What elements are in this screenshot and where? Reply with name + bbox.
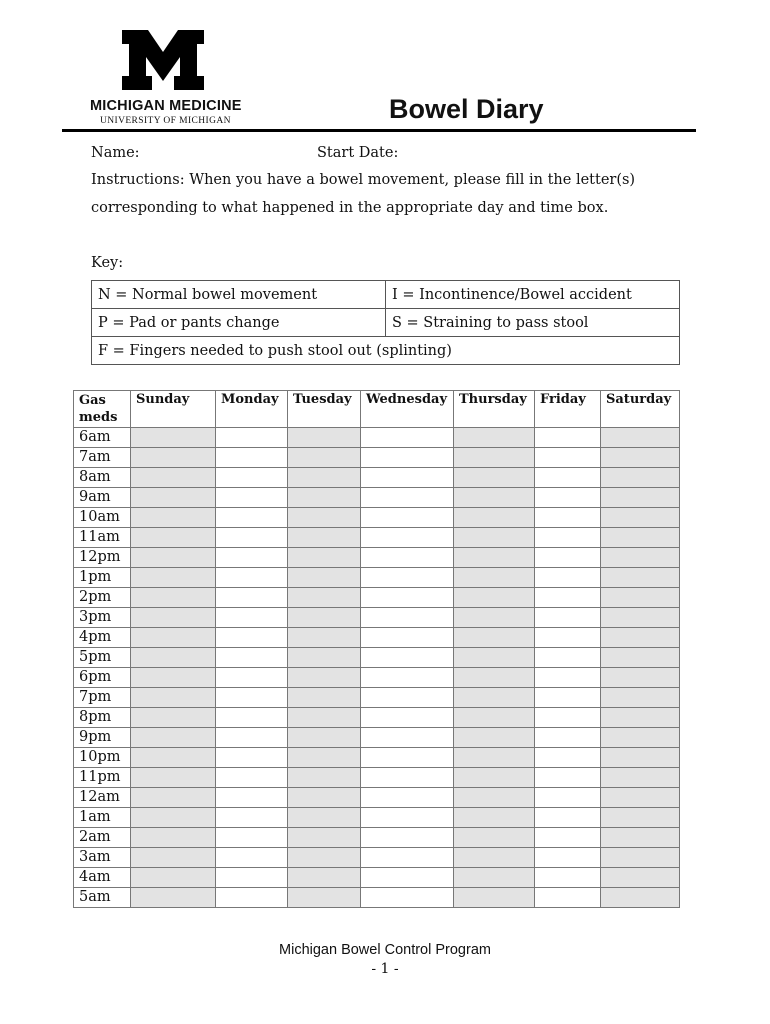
entry-cell[interactable] <box>535 428 601 448</box>
entry-cell[interactable] <box>288 788 361 808</box>
entry-cell[interactable] <box>216 828 288 848</box>
diary-row <box>74 708 680 728</box>
entry-cell[interactable] <box>601 688 680 708</box>
entry-cell[interactable] <box>361 528 454 548</box>
instructions-line-2: corresponding to what happened in the appropriate day and time box. <box>91 200 609 216</box>
entry-cell[interactable] <box>361 888 454 908</box>
entry-cell[interactable] <box>454 468 535 488</box>
key-cell: F = Fingers needed to push stool out (splinting) <box>92 337 680 365</box>
entry-cell[interactable] <box>288 648 361 668</box>
entry-cell[interactable] <box>601 808 680 828</box>
time-label: 5pm <box>74 648 131 668</box>
entry-cell[interactable] <box>216 768 288 788</box>
entry-cell[interactable] <box>535 668 601 688</box>
entry-cell[interactable] <box>601 728 680 748</box>
entry-cell[interactable] <box>361 468 454 488</box>
entry-cell[interactable] <box>361 848 454 868</box>
entry-cell[interactable] <box>131 708 216 728</box>
diary-row <box>74 828 680 848</box>
diary-row <box>74 888 680 908</box>
entry-cell[interactable] <box>131 688 216 708</box>
entry-cell[interactable] <box>601 648 680 668</box>
diary-row <box>74 488 680 508</box>
day-header-friday: Friday <box>535 391 601 428</box>
diary-row <box>74 728 680 748</box>
entry-cell[interactable] <box>216 708 288 728</box>
entry-cell[interactable] <box>131 648 216 668</box>
name-label: Name: <box>91 145 140 161</box>
entry-cell[interactable] <box>288 808 361 828</box>
entry-cell[interactable] <box>601 828 680 848</box>
block-m-icon <box>122 30 204 90</box>
entry-cell[interactable] <box>454 588 535 608</box>
entry-cell[interactable] <box>131 728 216 748</box>
page-title: Bowel Diary <box>389 94 544 124</box>
entry-cell[interactable] <box>288 728 361 748</box>
entry-cell[interactable] <box>216 568 288 588</box>
diary-row <box>74 748 680 768</box>
time-label: 12am <box>74 788 131 808</box>
entry-cell[interactable] <box>288 428 361 448</box>
entry-cell[interactable] <box>454 888 535 908</box>
entry-cell[interactable] <box>216 728 288 748</box>
entry-cell[interactable] <box>131 508 216 528</box>
time-label: 5am <box>74 888 131 908</box>
entry-cell[interactable] <box>361 788 454 808</box>
entry-cell[interactable] <box>361 748 454 768</box>
entry-cell[interactable] <box>535 628 601 648</box>
day-header-sunday: Sunday <box>131 391 216 428</box>
entry-cell[interactable] <box>131 628 216 648</box>
entry-cell[interactable] <box>535 828 601 848</box>
entry-cell[interactable] <box>216 788 288 808</box>
diary-row <box>74 628 680 648</box>
entry-cell[interactable] <box>535 728 601 748</box>
entry-cell[interactable] <box>361 648 454 668</box>
entry-cell[interactable] <box>216 888 288 908</box>
diary-table <box>73 390 680 908</box>
entry-cell[interactable] <box>216 428 288 448</box>
entry-cell[interactable] <box>361 588 454 608</box>
logo <box>88 30 242 126</box>
time-label: 11pm <box>74 768 131 788</box>
time-label: 2am <box>74 828 131 848</box>
entry-cell[interactable] <box>216 848 288 868</box>
entry-cell[interactable] <box>454 748 535 768</box>
entry-cell[interactable] <box>601 488 680 508</box>
entry-cell[interactable] <box>601 888 680 908</box>
diary-row <box>74 648 680 668</box>
time-label: 4pm <box>74 628 131 648</box>
key-cell: P = Pad or pants change <box>92 309 386 337</box>
page-number: - 1 - <box>371 961 399 977</box>
diary-row <box>74 868 680 888</box>
entry-cell[interactable] <box>361 768 454 788</box>
entry-cell[interactable] <box>535 768 601 788</box>
entry-cell[interactable] <box>216 468 288 488</box>
entry-cell[interactable] <box>601 588 680 608</box>
entry-cell[interactable] <box>535 888 601 908</box>
entry-cell[interactable] <box>131 788 216 808</box>
diary-row <box>74 448 680 468</box>
entry-cell[interactable] <box>535 508 601 528</box>
diary-body <box>74 428 680 908</box>
entry-cell[interactable] <box>288 768 361 788</box>
entry-cell[interactable] <box>454 808 535 828</box>
time-label: 8pm <box>74 708 131 728</box>
entry-cell[interactable] <box>361 548 454 568</box>
entry-cell[interactable] <box>454 768 535 788</box>
entry-cell[interactable] <box>361 808 454 828</box>
entry-cell[interactable] <box>131 888 216 908</box>
day-header-thursday: Thursday <box>454 391 535 428</box>
entry-cell[interactable] <box>601 748 680 768</box>
entry-cell[interactable] <box>216 748 288 768</box>
day-header-wednesday: Wednesday <box>361 391 454 428</box>
entry-cell[interactable] <box>601 848 680 868</box>
key-label: Key: <box>91 255 124 271</box>
entry-cell[interactable] <box>216 508 288 528</box>
entry-cell[interactable] <box>288 488 361 508</box>
entry-cell[interactable] <box>601 768 680 788</box>
entry-cell[interactable] <box>601 868 680 888</box>
entry-cell[interactable] <box>535 748 601 768</box>
entry-cell[interactable] <box>601 548 680 568</box>
entry-cell[interactable] <box>216 488 288 508</box>
entry-cell[interactable] <box>288 748 361 768</box>
key-row <box>92 281 680 309</box>
instructions-line-1: Instructions: When you have a bowel movement, please fill in the letter(s) <box>91 172 636 188</box>
entry-cell[interactable] <box>454 688 535 708</box>
entry-cell[interactable] <box>361 828 454 848</box>
entry-cell[interactable] <box>601 448 680 468</box>
entry-cell[interactable] <box>454 528 535 548</box>
entry-cell[interactable] <box>454 728 535 748</box>
entry-cell[interactable] <box>454 548 535 568</box>
entry-cell[interactable] <box>288 508 361 528</box>
entry-cell[interactable] <box>131 768 216 788</box>
day-header-saturday: Saturday <box>601 391 680 428</box>
entry-cell[interactable] <box>535 608 601 628</box>
entry-cell[interactable] <box>361 428 454 448</box>
entry-cell[interactable] <box>454 668 535 688</box>
entry-cell[interactable] <box>131 568 216 588</box>
entry-cell[interactable] <box>535 808 601 828</box>
entry-cell[interactable] <box>131 488 216 508</box>
entry-cell[interactable] <box>535 448 601 468</box>
entry-cell[interactable] <box>131 828 216 848</box>
entry-cell[interactable] <box>535 868 601 888</box>
key-cell: N = Normal bowel movement <box>92 281 386 309</box>
entry-cell[interactable] <box>361 448 454 468</box>
start-date-label: Start Date: <box>317 145 399 161</box>
entry-cell[interactable] <box>361 508 454 528</box>
entry-cell[interactable] <box>288 628 361 648</box>
diary-row <box>74 588 680 608</box>
entry-cell[interactable] <box>601 608 680 628</box>
entry-cell[interactable] <box>535 468 601 488</box>
key-row <box>92 337 680 365</box>
entry-cell[interactable] <box>361 668 454 688</box>
entry-cell[interactable] <box>216 528 288 548</box>
diary-header-row <box>74 391 680 428</box>
entry-cell[interactable] <box>131 668 216 688</box>
entry-cell[interactable] <box>131 608 216 628</box>
entry-cell[interactable] <box>216 688 288 708</box>
time-label: 11am <box>74 528 131 548</box>
time-label: 7am <box>74 448 131 468</box>
time-label: 3pm <box>74 608 131 628</box>
entry-cell[interactable] <box>131 748 216 768</box>
entry-cell[interactable] <box>216 648 288 668</box>
logo-name: MICHIGAN MEDICINE <box>90 98 242 114</box>
time-label: 6am <box>74 428 131 448</box>
entry-cell[interactable] <box>361 488 454 508</box>
entry-cell[interactable] <box>288 528 361 548</box>
time-label: 1am <box>74 808 131 828</box>
time-label: 9am <box>74 488 131 508</box>
entry-cell[interactable] <box>361 868 454 888</box>
entry-cell[interactable] <box>535 788 601 808</box>
entry-cell[interactable] <box>601 568 680 588</box>
diary-row <box>74 508 680 528</box>
time-label: 9pm <box>74 728 131 748</box>
entry-cell[interactable] <box>454 848 535 868</box>
entry-cell[interactable] <box>131 588 216 608</box>
gas-label: Gas <box>79 393 106 408</box>
day-header-monday: Monday <box>216 391 288 428</box>
entry-cell[interactable] <box>288 708 361 728</box>
entry-cell[interactable] <box>535 648 601 668</box>
entry-cell[interactable] <box>361 728 454 748</box>
entry-cell[interactable] <box>216 628 288 648</box>
entry-cell[interactable] <box>601 528 680 548</box>
entry-cell[interactable] <box>454 568 535 588</box>
logo-subtitle: UNIVERSITY OF MICHIGAN <box>100 116 231 126</box>
entry-cell[interactable] <box>288 868 361 888</box>
time-label: 1pm <box>74 568 131 588</box>
entry-cell[interactable] <box>454 868 535 888</box>
key-table <box>91 280 680 365</box>
entry-cell[interactable] <box>216 668 288 688</box>
entry-cell[interactable] <box>131 808 216 828</box>
entry-cell[interactable] <box>454 608 535 628</box>
time-label: 7pm <box>74 688 131 708</box>
entry-cell[interactable] <box>288 668 361 688</box>
meds-label: meds <box>79 410 118 425</box>
diary-row <box>74 468 680 488</box>
diary-row <box>74 548 680 568</box>
entry-cell[interactable] <box>454 628 535 648</box>
entry-cell[interactable] <box>535 548 601 568</box>
time-label: 2pm <box>74 588 131 608</box>
time-label: 4am <box>74 868 131 888</box>
gas-meds-header <box>74 391 131 428</box>
diary-row <box>74 608 680 628</box>
entry-cell[interactable] <box>216 608 288 628</box>
diary-row <box>74 428 680 448</box>
entry-cell[interactable] <box>601 708 680 728</box>
entry-cell[interactable] <box>288 608 361 628</box>
day-header-tuesday: Tuesday <box>288 391 361 428</box>
entry-cell[interactable] <box>535 688 601 708</box>
entry-cell[interactable] <box>361 568 454 588</box>
entry-cell[interactable] <box>361 688 454 708</box>
diary-row <box>74 528 680 548</box>
entry-cell[interactable] <box>288 588 361 608</box>
entry-cell[interactable] <box>454 648 535 668</box>
diary-row <box>74 668 680 688</box>
entry-cell[interactable] <box>131 468 216 488</box>
entry-cell[interactable] <box>361 628 454 648</box>
entry-cell[interactable] <box>288 848 361 868</box>
header-rule <box>62 129 696 132</box>
entry-cell[interactable] <box>454 428 535 448</box>
entry-cell[interactable] <box>535 848 601 868</box>
entry-cell[interactable] <box>454 488 535 508</box>
entry-cell[interactable] <box>216 448 288 468</box>
diary-row <box>74 688 680 708</box>
time-label: 3am <box>74 848 131 868</box>
time-label: 12pm <box>74 548 131 568</box>
diary-row <box>74 808 680 828</box>
entry-cell[interactable] <box>601 628 680 648</box>
entry-cell[interactable] <box>288 828 361 848</box>
entry-cell[interactable] <box>288 448 361 468</box>
entry-cell[interactable] <box>454 828 535 848</box>
diary-row <box>74 848 680 868</box>
time-label: 10am <box>74 508 131 528</box>
entry-cell[interactable] <box>361 708 454 728</box>
entry-cell[interactable] <box>535 528 601 548</box>
entry-cell[interactable] <box>288 568 361 588</box>
entry-cell[interactable] <box>535 708 601 728</box>
entry-cell[interactable] <box>131 528 216 548</box>
entry-cell[interactable] <box>288 688 361 708</box>
entry-cell[interactable] <box>216 548 288 568</box>
key-cell: I = Incontinence/Bowel accident <box>386 281 680 309</box>
time-label: 8am <box>74 468 131 488</box>
entry-cell[interactable] <box>535 568 601 588</box>
diary-row <box>74 568 680 588</box>
time-label: 10pm <box>74 748 131 768</box>
entry-cell[interactable] <box>288 888 361 908</box>
entry-cell[interactable] <box>454 788 535 808</box>
diary-row <box>74 788 680 808</box>
key-cell: S = Straining to pass stool <box>386 309 680 337</box>
entry-cell[interactable] <box>131 848 216 868</box>
entry-cell[interactable] <box>535 488 601 508</box>
entry-cell[interactable] <box>131 448 216 468</box>
entry-cell[interactable] <box>454 708 535 728</box>
entry-cell[interactable] <box>601 788 680 808</box>
entry-cell[interactable] <box>131 868 216 888</box>
entry-cell[interactable] <box>131 428 216 448</box>
entry-cell[interactable] <box>288 548 361 568</box>
entry-cell[interactable] <box>601 428 680 448</box>
entry-cell[interactable] <box>601 668 680 688</box>
entry-cell[interactable] <box>601 508 680 528</box>
entry-cell[interactable] <box>454 508 535 528</box>
key-row <box>92 309 680 337</box>
entry-cell[interactable] <box>216 868 288 888</box>
time-label: 6pm <box>74 668 131 688</box>
footer-program: Michigan Bowel Control Program <box>279 942 491 958</box>
entry-cell[interactable] <box>535 588 601 608</box>
entry-cell[interactable] <box>454 448 535 468</box>
diary-row <box>74 768 680 788</box>
entry-cell[interactable] <box>601 468 680 488</box>
entry-cell[interactable] <box>361 608 454 628</box>
entry-cell[interactable] <box>131 548 216 568</box>
entry-cell[interactable] <box>216 808 288 828</box>
entry-cell[interactable] <box>216 588 288 608</box>
entry-cell[interactable] <box>288 468 361 488</box>
